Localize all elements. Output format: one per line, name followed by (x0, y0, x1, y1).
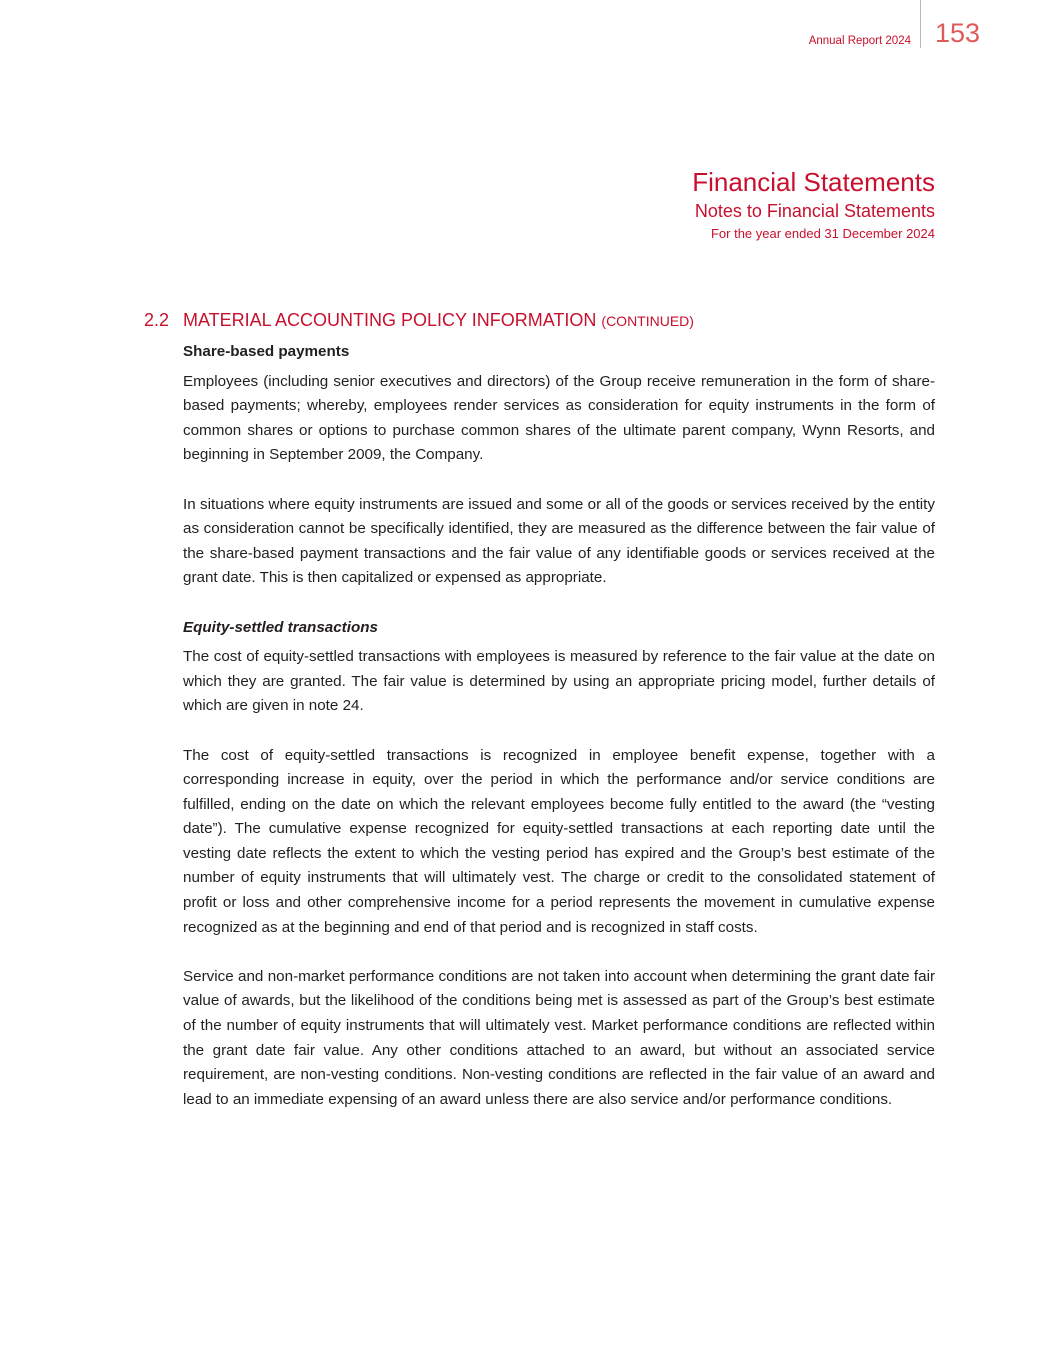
equity-settled-paragraph-2: The cost of equity-settled transactions is recognized in employee benefit expense, together with a corresponding increase in equity, over the period in which the performance and/or service conditions are fulfilled, ending on the date on which the relevant employees become fully entitled to the award (the “vesting date”). The cumulative expense recognized for equity-settled transactions at each reporting date until the vesting date reflects the extent to which the vesting period has expired and the Group’s best estimate of the number of equity instruments that will ultimately vest. The charge or credit to the consolidated statement of profit or loss and other comprehensive income for a period represents the movement in cumulative expense recognized as at the beginning and end of that period and is recognized in staff costs. (183, 746, 935, 936)
page-title: Financial Statements (692, 167, 935, 197)
page-number: 153 (935, 18, 981, 48)
title-block (692, 166, 935, 244)
equity-settled-paragraph-3: Service and non-market performance conditions are not taken into account when determining the grant date fair value of awards, but the likelihood of the conditions being met is assessed as part of the Group’s best estimate of the number of equity instruments that will ultimately vest. Market performance conditions are reflected within the grant date fair value. Any other conditions attached to an award, but without an associated service requirement, are non-vesting conditions. Non-vesting conditions are reflected in the fair value of an award and lead to an immediate expensing of an award unless there are also service and/or performance conditions. (183, 967, 935, 1108)
share-based-paragraph-2: In situations where equity instruments are issued and some or all of the goods or services received by the entity as consideration cannot be specifically identified, they are measured as the difference between the fair value of the share-based payment transactions and the fair value of any identifiable goods or services received at the grant date. This is then capitalized or expensed as appropriate. (183, 495, 935, 587)
header-divider (920, 0, 921, 48)
share-based-paragraph-1: Employees (including senior executives and directors) of the Group receive remuneration in the form of share-based payments; whereby, employees render services as consideration for equity instruments in the form of common shares or options to purchase common shares of the ultimate parent company, Wynn Resorts, and beginning in September 2009, the Company. (183, 372, 935, 464)
section-number: 2.2 (144, 310, 170, 330)
share-based-heading: Share-based payments (183, 343, 350, 360)
section-title: MATERIAL ACCOUNTING POLICY INFORMATION (183, 310, 597, 330)
report-label: Annual Report 2024 (808, 35, 911, 47)
page-header (0, 0, 1055, 60)
section-heading (144, 310, 694, 331)
page-subtitle: Notes to Financial Statements (694, 201, 935, 221)
section-continued: (CONTINUED) (601, 313, 694, 329)
equity-settled-heading: Equity-settled transactions (183, 618, 378, 636)
body-text (183, 340, 935, 1137)
equity-settled-paragraph-1: The cost of equity-settled transactions with employees is measured by reference to the fair value at the date on which they are granted. The fair value is determined by using an appropriate pricing model, further details of which are given in note 24. (183, 648, 935, 715)
period-label: For the year ended 31 December 2024 (710, 226, 935, 241)
